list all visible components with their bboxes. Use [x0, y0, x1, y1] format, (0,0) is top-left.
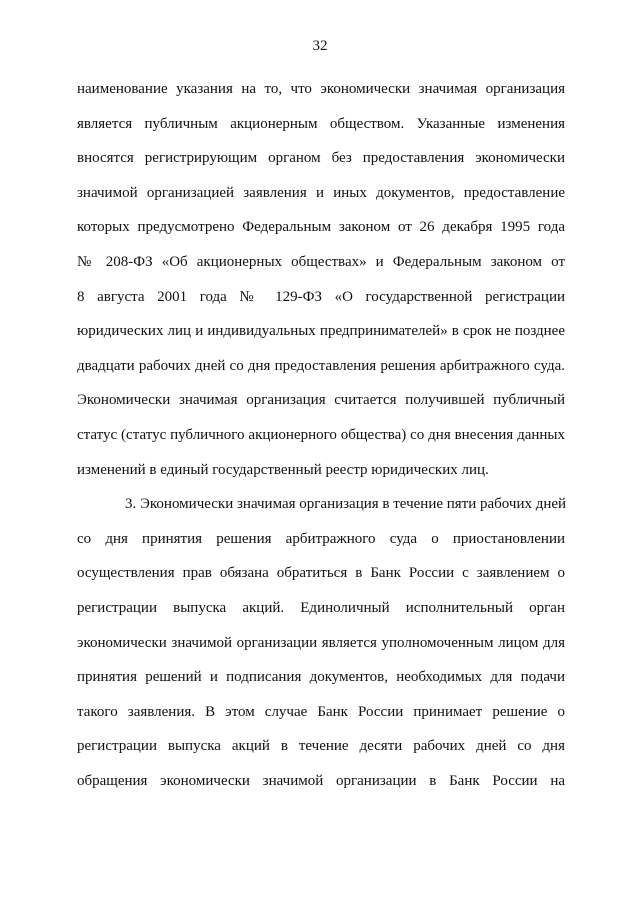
text-line: регистрации выпуска акций в течение десяти рабочих дней со дня — [77, 738, 565, 755]
text-line: значимой организацией заявления и иных документов, предоставление — [77, 184, 565, 201]
text-line: № 208-ФЗ «Об акционерных обществах» и Федеральным законом от — [77, 253, 565, 270]
text-line: наименование указания на то, что экономически значимая организация — [77, 81, 565, 97]
text-line: осуществления прав обязана обратиться в Банк России с заявлением о — [77, 565, 565, 582]
paragraph-continued — [77, 76, 565, 491]
text-line: двадцати рабочих дней со дня предоставления решения арбитражного суда. — [77, 357, 565, 374]
text-line: Экономически значимая организация считается получившей публичный — [77, 392, 565, 409]
text-line: 3. Экономически значимая организация в течение пяти рабочих дней — [125, 496, 567, 513]
text-line: такого заявления. В этом случае Банк России принимает решение о — [77, 703, 565, 720]
text-line: 8 августа 2001 года № 129-ФЗ «О государственной регистрации — [77, 288, 565, 305]
text-line: изменений в единый государственный реестр юридических лиц. — [77, 461, 489, 478]
text-line: регистрации выпуска акций. Единоличный исполнительный орган — [77, 599, 565, 616]
paragraph-item-3 — [77, 491, 565, 802]
text-line: обращения экономически значимой организации в Банк России на — [77, 772, 565, 789]
page-number: 32 — [312, 38, 328, 54]
text-line: является публичным акционерным обществом. Указанные изменения — [77, 115, 565, 132]
document-body — [77, 76, 565, 802]
text-line: вносятся регистрирующим органом без предоставления экономически — [77, 150, 565, 167]
text-line: статус (статус публичного акционерного общества) со дня внесения данных — [77, 426, 565, 443]
text-line: со дня принятия решения арбитражного суда о приостановлении — [77, 530, 565, 547]
text-line: экономически значимой организации является уполномоченным лицом для — [77, 634, 565, 651]
text-line: юридических лиц и индивидуальных предпринимателей» в срок не позднее — [77, 323, 565, 340]
text-line: которых предусмотрено Федеральным законом от 26 декабря 1995 года — [77, 219, 565, 236]
text-line: принятия решений и подписания документов, необходимых для подачи — [77, 669, 565, 686]
